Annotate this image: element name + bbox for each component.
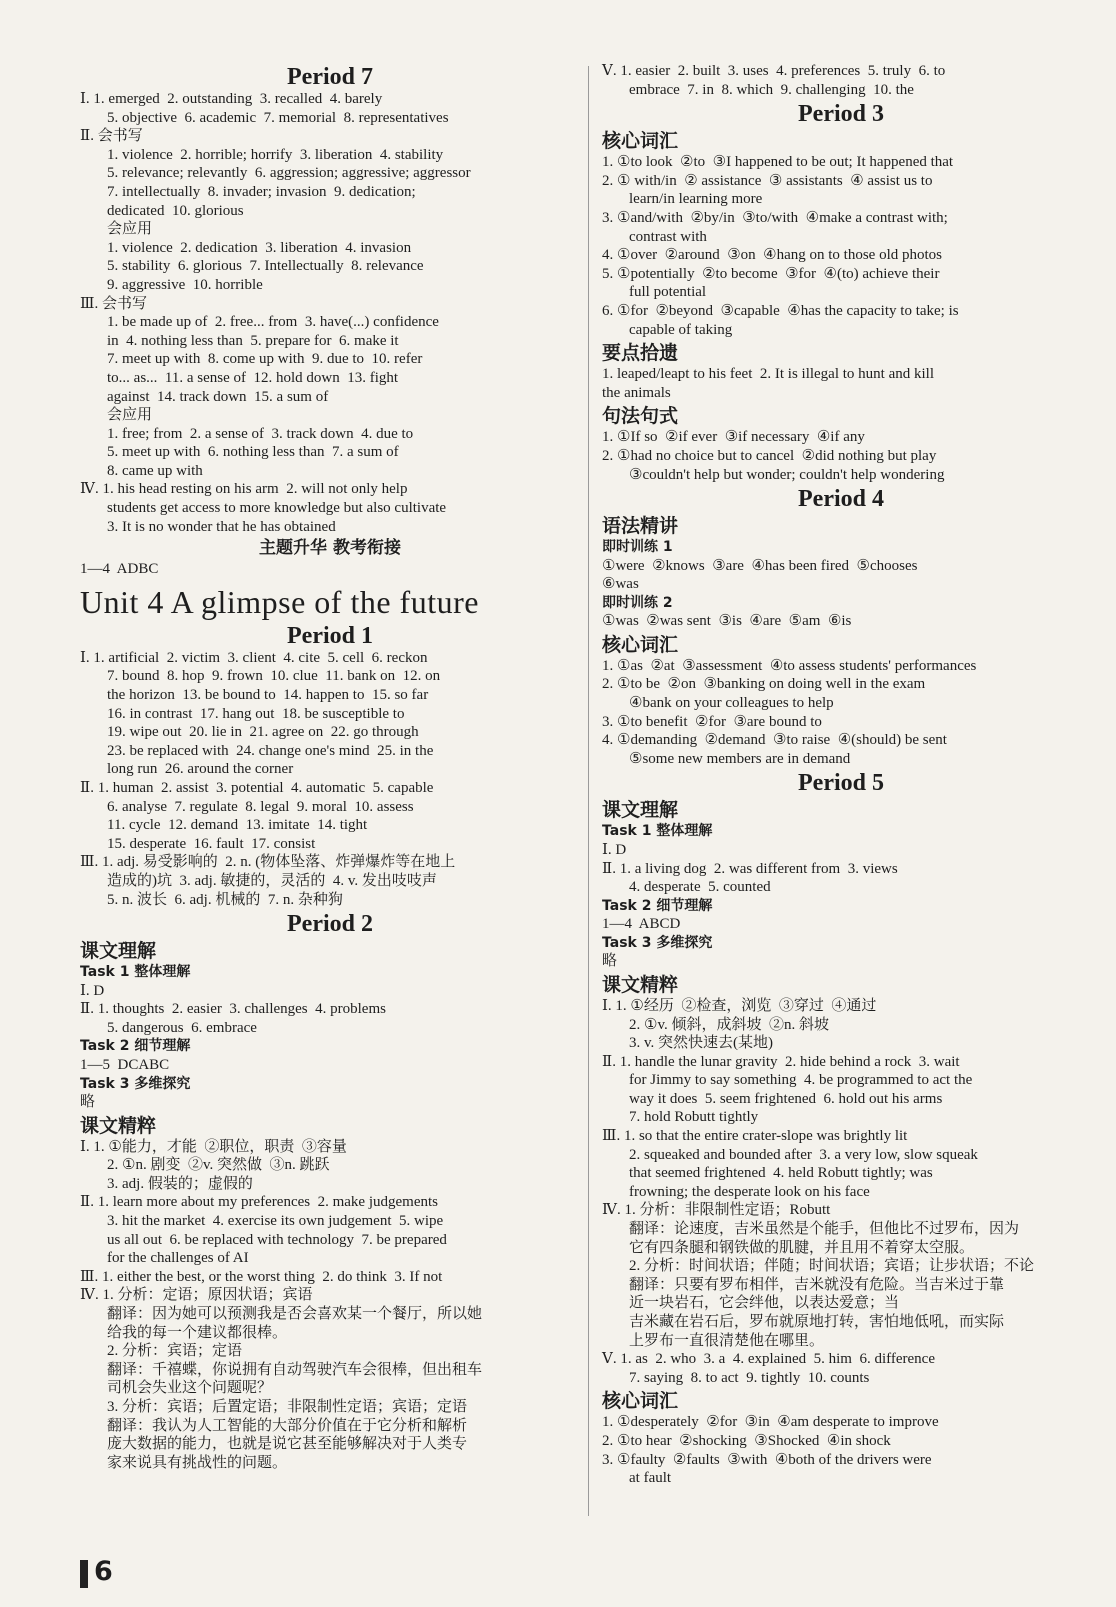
answer-line: 1. ①to look ②to ③I happened to be out; It happened that <box>602 154 954 171</box>
answer-line: 翻译：只要有罗布相伴，吉米就没有危险。当吉米过于靠 <box>629 1276 1005 1293</box>
answer-line: 5. dangerous 6. embrace <box>107 1019 257 1036</box>
answer-line: 1—4 ADBC <box>80 561 159 578</box>
section-heading: 课文精粹 <box>80 1114 157 1137</box>
answer-line: Ⅰ. 1. ①能力，才能 ②职位，职责 ③容量 <box>80 1138 347 1155</box>
answer-line: for Jimmy to say something 4. be programmed to act the <box>629 1072 973 1089</box>
answer-line: 2. ①to be ②on ③banking on doing well in the exam <box>602 676 926 693</box>
answer-line: 它有四条腿和钢铁做的肌腱，并且用不着穿太空服。 <box>629 1239 975 1256</box>
task-heading: Task 3 多维探究 <box>80 1075 191 1092</box>
answer-line: frowning; the desperate look on his face <box>629 1183 870 1200</box>
section-heading: 课文理解 <box>602 799 679 822</box>
answer-line: students get access to more knowledge but also cultivate <box>107 500 447 517</box>
answer-line: 2. ① with/in ② assistance ③ assistants ④ assist us to <box>602 172 933 189</box>
answer-line: 翻译：千禧蝶，你说拥有自动驾驶汽车会很棒，但出租车 <box>107 1361 483 1378</box>
answer-line: 7. meet up with 8. come up with 9. due to 10. refer <box>107 351 423 368</box>
task-heading: Task 3 多维探究 <box>602 934 713 951</box>
answer-line: 3. ①to benefit ②for ③are bound to <box>602 713 822 730</box>
answer-line: 2. ①v. 倾斜，成斜坡 ②n. 斜坡 <box>629 1016 829 1033</box>
answer-line: full potential <box>629 284 707 301</box>
answer-line: Ⅲ. 1. so that the entire crater-slope was brightly lit <box>602 1128 908 1145</box>
answer-line: 7. bound 8. hop 9. frown 10. clue 11. bank on 12. on <box>107 668 441 685</box>
answer-line: long run 26. around the corner <box>107 761 294 778</box>
answer-line: Ⅳ. 1. his head resting on his arm 2. will not only help <box>80 481 408 498</box>
answer-line: contrast with <box>629 228 707 245</box>
answer-line: 7. hold Robutt tightly <box>629 1109 759 1126</box>
answer-line: to... as... 11. a sense of 12. hold down 13. fight <box>107 369 399 386</box>
answer-line: 吉米藏在岩石后，罗布就原地打转，害怕地低吼，而实际 <box>629 1314 1005 1330</box>
answer-line: 司机会失业这个问题呢？ <box>107 1380 273 1397</box>
answer-line: 15. desperate 16. fault 17. consist <box>107 835 316 852</box>
answer-line: 近一块岩石，它会绊他，以表达爱意；当 <box>629 1295 900 1312</box>
answer-line: the animals <box>602 384 671 401</box>
answer-line: 4. ①demanding ②demand ③to raise ④(should) be sent <box>602 732 947 749</box>
period-heading: Period 1 <box>287 622 373 649</box>
page-number-bar <box>80 1560 88 1588</box>
right-column <box>602 62 1080 1488</box>
section-heading: 课文精粹 <box>602 973 679 996</box>
answer-line: 会应用 <box>107 221 153 238</box>
answer-line: 3. v. 突然快速去(某地) <box>629 1035 774 1052</box>
answer-line: 庞大数据的能力，也就是说它甚至能够解决对于人类专 <box>107 1436 468 1453</box>
answer-line: 3. hit the market 4. exercise its own judgement 5. wipe <box>107 1213 444 1229</box>
subsection-heading: 主题升华 教考衔接 <box>259 538 401 559</box>
answer-line: Ⅱ. 1. thoughts 2. easier 3. challenges 4. problems <box>80 1001 386 1018</box>
answer-line: 16. in contrast 17. hang out 18. be susceptible to <box>107 705 405 722</box>
answer-line: 1. ①If so ②if ever ③if necessary ④if any <box>602 429 865 446</box>
answer-line: capable of taking <box>629 321 733 338</box>
answer-line: that seemed frightened 4. held Robutt tightly; was <box>629 1165 933 1182</box>
answer-line: 造成的)坑 3. adj. 敏捷的，灵活的 4. v. 发出吱吱声 <box>107 872 437 889</box>
answer-line: 9. aggressive 10. horrible <box>107 276 263 293</box>
answer-line: learn/in learning more <box>629 191 763 208</box>
answer-line: Ⅰ. 1. ①经历 ②检查，浏览 ③穿过 ④通过 <box>602 997 877 1014</box>
answer-line: dedicated 10. glorious <box>107 202 244 219</box>
section-heading: 要点拾遗 <box>602 342 679 365</box>
answer-line: 6. analyse 7. regulate 8. legal 9. moral 10. assess <box>107 798 414 815</box>
answer-line: at fault <box>629 1470 672 1487</box>
section-heading: 核心词汇 <box>602 130 679 153</box>
answer-line: 会应用 <box>107 407 153 424</box>
answer-line: 23. be replaced with 24. change one's mind 25. in the <box>107 742 434 759</box>
answer-line: Ⅲ. 会书写 <box>80 295 147 312</box>
answer-line: 翻译：我认为人工智能的大部分价值在于它分析和解析 <box>107 1417 468 1434</box>
answer-line: 6. ①for ②beyond ③capable ④has the capacity to take; is <box>602 302 959 319</box>
answer-line: Ⅱ. 1. learn more about my preferences 2. make judgements <box>80 1194 438 1211</box>
answer-line: 3. ①faulty ②faults ③with ④both of the drivers were <box>602 1451 932 1468</box>
answer-line: 翻译：论速度，吉米虽然是个能手，但他比不过罗布，因为 <box>629 1221 1020 1238</box>
answer-line: Ⅱ. 1. handle the lunar gravity 2. hide behind a rock 3. wait <box>602 1053 960 1070</box>
period-heading: Period 4 <box>798 486 884 513</box>
answer-line: way it does 5. seem frightened 6. hold out his arms <box>629 1090 943 1107</box>
answer-line: 2. ①n. 剧变 ②v. 突然做 ③n. 跳跃 <box>107 1157 330 1174</box>
period-heading: Period 7 <box>287 64 373 90</box>
answer-line: 3. ①and/with ②by/in ③to/with ④make a contrast with; <box>602 209 948 226</box>
answer-line: 7. intellectually 8. invader; invasion 9. dedication; <box>107 183 416 200</box>
answer-line: 4. desperate 5. counted <box>629 879 771 896</box>
answer-line: 2. 分析：宾语；定语 <box>107 1343 243 1360</box>
answer-line: Ⅱ. 1. human 2. assist 3. potential 4. automatic 5. capable <box>80 780 434 796</box>
section-heading: 语法精讲 <box>602 515 679 538</box>
answer-line: ⑤some new members are in demand <box>629 750 851 767</box>
answer-line: in 4. nothing less than 5. prepare for 6. make it <box>107 332 399 349</box>
answer-line: Ⅲ. 1. adj. 易受影响的 2. n. (物体坠落、炸弹爆炸等在地上 <box>80 854 456 871</box>
answer-line: ①were ②knows ③are ④has been fired ⑤chooses <box>602 557 918 574</box>
answer-line: 2. squeaked and bounded after 3. a very low, slow squeak <box>629 1146 978 1163</box>
answer-line: Ⅰ. D <box>602 841 627 858</box>
answer-line: the horizon 13. be bound to 14. happen to 15. so far <box>107 687 429 704</box>
answer-line: Ⅰ. 1. emerged 2. outstanding 3. recalled 4. barely <box>80 91 383 107</box>
column-divider <box>588 66 589 1516</box>
task-heading: Task 1 整体理解 <box>80 964 191 981</box>
unit-title: Unit 4 A glimpse of the future <box>80 583 479 620</box>
answer-line: Ⅳ. 1. 分析：定语；原因状语；宾语 <box>80 1287 313 1304</box>
answer-line: 11. cycle 12. demand 13. imitate 14. tight <box>107 817 368 834</box>
task-heading: Task 2 细节理解 <box>602 897 713 914</box>
task-heading: Task 1 整体理解 <box>602 823 713 840</box>
answer-line: against 14. track down 15. a sum of <box>107 388 329 405</box>
answer-line: 1. violence 2. dedication 3. liberation 4. invasion <box>107 239 412 256</box>
answer-line: 5. ①potentially ②to become ③for ④(to) achieve their <box>602 265 940 282</box>
answer-line: 19. wipe out 20. lie in 21. agree on 22. go through <box>107 724 419 741</box>
answer-line: for the challenges of AI <box>107 1250 249 1267</box>
answer-line: 给我的每一个建议都很棒。 <box>107 1324 288 1341</box>
answer-line: 翻译：因为她可以预测我是否会喜欢某一个餐厅，所以她 <box>107 1305 483 1322</box>
answer-line: 5. meet up with 6. nothing less than 7. a sum of <box>107 444 399 461</box>
answer-line: 1. free; from 2. a sense of 3. track down 4. due to <box>107 425 414 442</box>
period-heading: Period 2 <box>287 911 373 938</box>
answer-line: 上罗布一直很清楚他在哪里。 <box>629 1332 825 1349</box>
answer-line: Ⅱ. 1. a living dog 2. was different from 3. views <box>602 860 898 877</box>
answer-line: Ⅴ. 1. easier 2. built 3. uses 4. preferences 5. truly 6. to <box>602 63 946 79</box>
answer-line: 3. 分析：宾语；后置定语；非限制性定语；宾语；定语 <box>107 1398 468 1415</box>
answer-line: 2. 分析：时间状语；伴随；时间状语；宾语；让步状语；不论 <box>629 1258 1035 1275</box>
answer-line: 1. leaped/leapt to his feet 2. It is illegal to hunt and kill <box>602 366 935 383</box>
answer-line: embrace 7. in 8. which 9. challenging 10. the <box>629 81 914 98</box>
answer-line: ⑥was <box>602 576 639 593</box>
answer-line: 1. violence 2. horrible; horrify 3. liberation 4. stability <box>107 146 444 163</box>
answer-line: Ⅳ. 1. 分析：非限制性定语；Robutt <box>602 1202 831 1219</box>
page-number: 6 <box>94 1556 113 1587</box>
answer-line: 略 <box>602 953 618 970</box>
section-heading: 课文理解 <box>80 940 157 963</box>
answer-line: 1—5 DCABC <box>80 1056 170 1073</box>
answer-line: 1—4 ABCD <box>602 916 681 933</box>
answer-line: 1. ①as ②at ③assessment ④to assess students' performances <box>602 657 977 674</box>
answer-line: Ⅰ. D <box>80 982 105 999</box>
answer-line: 5. n. 波长 6. adj. 机械的 7. n. 杂种狗 <box>107 891 343 908</box>
answer-line: ①was ②was sent ③is ④are ⑤am ⑥is <box>602 613 852 630</box>
answer-line: 略 <box>80 1094 96 1111</box>
period-heading: Period 3 <box>798 101 884 128</box>
answer-line: 8. came up with <box>107 462 203 479</box>
answer-line: us all out 6. be replaced with technology 7. be prepared <box>107 1231 447 1248</box>
answer-line: 3. adj. 假装的；虚假的 <box>107 1175 253 1192</box>
answer-line: 2. ①to hear ②shocking ③Shocked ④in shock <box>602 1432 891 1449</box>
answer-line: Ⅲ. 1. either the best, or the worst thing 2. do think 3. If not <box>80 1268 443 1285</box>
answer-line: 3. It is no wonder that he has obtained <box>107 518 336 535</box>
answer-line: Ⅴ. 1. as 2. who 3. a 4. explained 5. him 6. difference <box>602 1351 935 1368</box>
left-column <box>80 62 580 1472</box>
section-heading: 句法句式 <box>602 405 679 428</box>
section-heading: 核心词汇 <box>602 1390 679 1413</box>
answer-line: 5. stability 6. glorious 7. Intellectually 8. relevance <box>107 258 424 275</box>
task-heading: Task 2 细节理解 <box>80 1038 191 1055</box>
answer-line: 5. relevance; relevantly 6. aggression; aggressive; aggressor <box>107 165 471 182</box>
answer-line: 4. ①over ②around ③on ④hang on to those old photos <box>602 247 943 264</box>
answer-line: 5. objective 6. academic 7. memorial 8. representatives <box>107 109 449 126</box>
answer-line: 家来说具有挑战性的问题。 <box>107 1454 288 1471</box>
answer-line: 7. saying 8. to act 9. tightly 10. counts <box>629 1369 870 1386</box>
task-heading: 即时训练 1 <box>602 539 673 556</box>
period-heading: Period 5 <box>798 770 884 797</box>
answer-line: Ⅱ. 会书写 <box>80 128 143 145</box>
answer-line: ④bank on your colleagues to help <box>629 695 834 712</box>
section-heading: 核心词汇 <box>602 633 679 656</box>
answer-line: Ⅰ. 1. artificial 2. victim 3. client 4. cite 5. cell 6. reckon <box>80 649 428 666</box>
answer-line: 2. ①had no choice but to cancel ②did nothing but play <box>602 447 937 464</box>
answer-line: 1. ①desperately ②for ③in ④am desperate to improve <box>602 1414 939 1431</box>
task-heading: 即时训练 2 <box>602 594 673 611</box>
answer-line: 1. be made up of 2. free... from 3. have(...) confidence <box>107 314 439 331</box>
answer-line: ③couldn't help but wonder; couldn't help wondering <box>629 466 945 483</box>
